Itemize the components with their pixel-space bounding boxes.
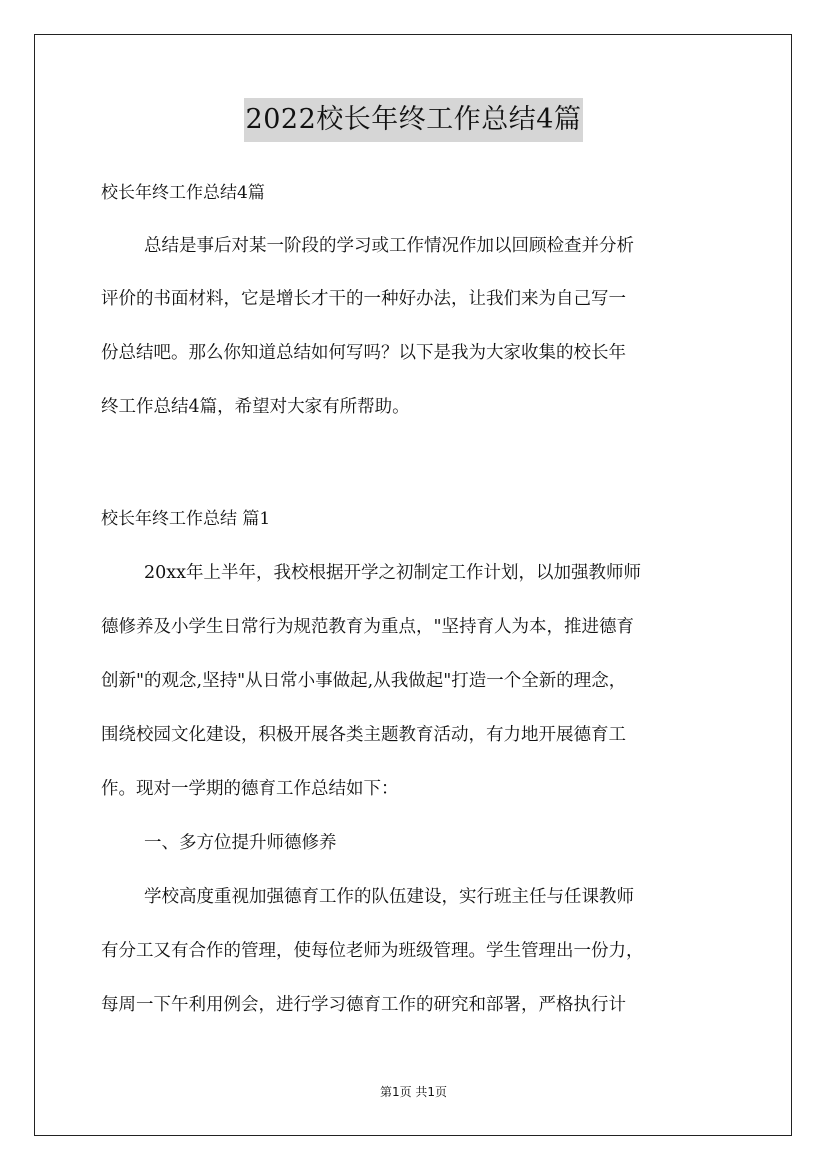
section-heading: 校长年终工作总结 篇1 (101, 509, 271, 529)
section-line: 作。现对一学期的德育工作总结如下： (101, 779, 399, 799)
page-footer: 第1页 共1页 (379, 1085, 448, 1099)
intro-line: 终工作总结4篇，希望对大家有所帮助。 (101, 397, 410, 417)
section-line: 围绕校园文化建设，积极开展各类主题教育活动，有力地开展德育工 (101, 725, 626, 745)
subheading: 一、多方位提升师德修养 (144, 833, 337, 853)
document-subtitle: 校长年终工作总结4篇 (101, 183, 265, 203)
section-line: 创新"的观念,坚持"从日常小事做起,从我做起"打造一个全新的理念， (101, 671, 627, 691)
intro-line: 总结是事后对某一阶段的学习或工作情况作加以回顾检查并分析 (144, 236, 634, 256)
section-line: 20xx年上半年，我校根据开学之初制定工作计划，以加强教师师 (144, 563, 642, 583)
body-line: 每周一下午利用例会，进行学习德育工作的研究和部署，严格执行计 (101, 995, 626, 1015)
section-line: 德修养及小学生日常行为规范教育为重点，"坚持育人为本，推进德育 (101, 617, 635, 637)
intro-line: 份总结吧。那么你知道总结如何写吗？以下是我为大家收集的校长年 (101, 343, 626, 363)
body-line: 学校高度重视加强德育工作的队伍建设，实行班主任与任课教师 (144, 887, 634, 907)
intro-line: 评价的书面材料，它是增长才干的一种好办法，让我们来为自己写一 (101, 289, 626, 309)
document-title: 2022校长年终工作总结4篇 (244, 98, 584, 142)
title-container (0, 98, 827, 142)
body-line: 有分工又有合作的管理，使每位老师为班级管理。学生管理出一份力， (101, 941, 644, 961)
